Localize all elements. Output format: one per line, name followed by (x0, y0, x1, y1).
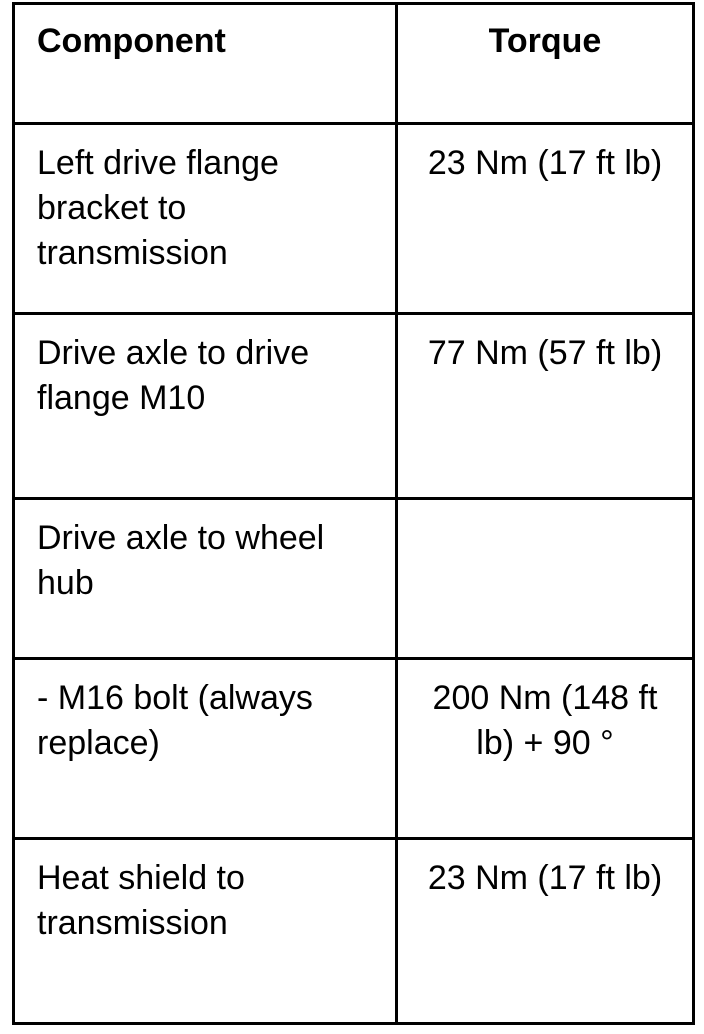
component-cell (14, 839, 397, 1024)
component-cell (14, 499, 397, 659)
column-header-torque-label: Torque (488, 22, 602, 60)
table-header-row (14, 4, 694, 124)
column-header-component-label: Component (37, 22, 226, 60)
torque-cell (397, 124, 694, 314)
torque-text: 200 Nm (148 ft lb) + 90 ° (432, 679, 658, 762)
column-header-component (14, 4, 397, 124)
table-row (14, 499, 694, 659)
torque-cell (397, 659, 694, 839)
table-row (14, 839, 694, 1024)
torque-cell (397, 499, 694, 659)
component-cell (14, 124, 397, 314)
torque-text: 77 Nm (57 ft lb) (427, 334, 663, 372)
component-text: Drive axle to drive flange M10 (37, 334, 310, 417)
component-cell (14, 659, 397, 839)
torque-cell (397, 839, 694, 1024)
torque-cell (397, 314, 694, 499)
table-row (14, 314, 694, 499)
component-text: - M16 bolt (always replace) (37, 679, 313, 762)
table-row (14, 124, 694, 314)
column-header-torque (397, 4, 694, 124)
component-text: Heat shield to transmission (37, 859, 245, 942)
torque-text: 23 Nm (17 ft lb) (427, 859, 663, 897)
component-text: Drive axle to wheel hub (37, 519, 325, 602)
torque-spec-table (12, 2, 695, 1025)
torque-text: 23 Nm (17 ft lb) (427, 144, 663, 182)
table-row (14, 659, 694, 839)
component-text: Left drive flange bracket to transmission (37, 144, 279, 272)
component-cell (14, 314, 397, 499)
